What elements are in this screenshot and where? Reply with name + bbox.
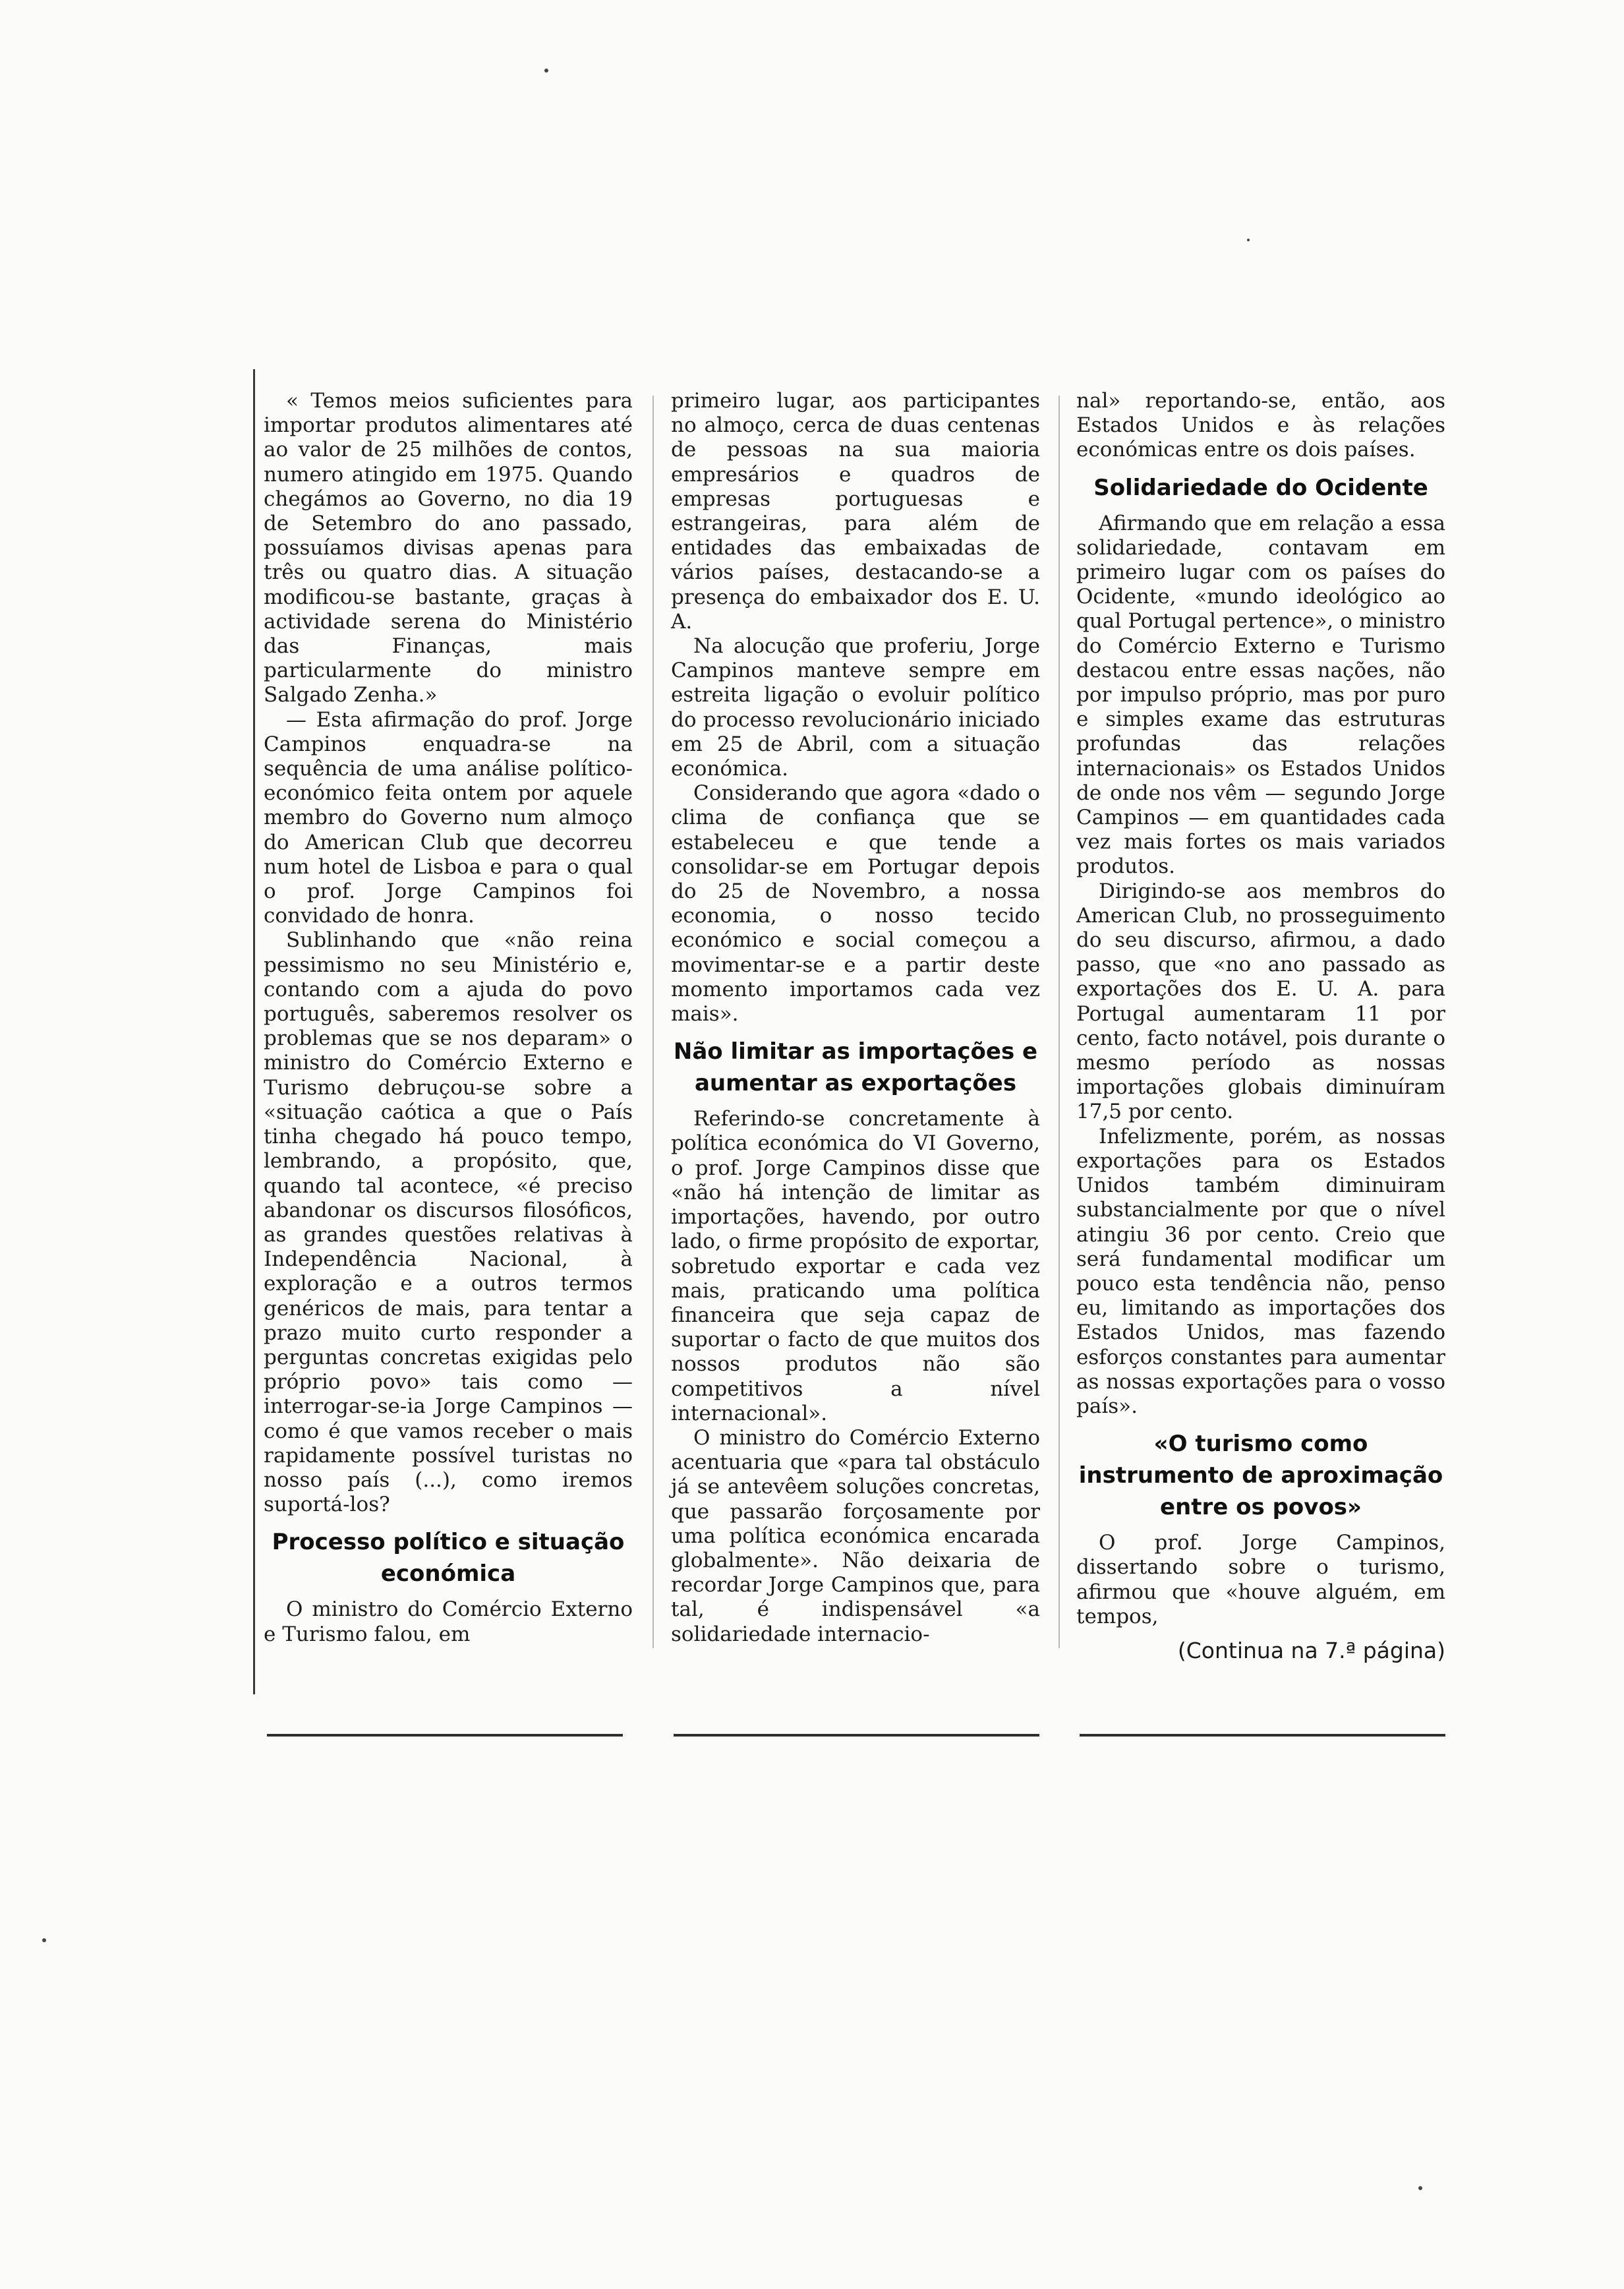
paragraph: O ministro do Comércio Externo acentuaria que «para tal obstáculo já se antevêem soluções concretas, que passarão forçosamente por uma política económica encarada globalmente». Não deixaria de recordar Jorge Campinos que, para tal, é indispensável «a solidariedade internacio-: [671, 1425, 1040, 1646]
scan-speck: [1418, 2186, 1422, 2190]
paragraph: Sublinhando que «não reina pessimismo no seu Ministério e, contando com a ajuda do povo português, saberemos resolver os problemas que se nos deparam» o ministro do Comércio Externo e Turismo debruçou-se sobre a «situação caótica a que o País tinha chegado há pouco tempo, lembrando, a propósito, que, quando tal acontece, «é preciso abandonar os discursos filosóficos, as grandes questões relativas à Independência Nacional, à exploração e a outros termos genéricos de mais, para tentar a prazo muito curto responder a perguntas concretas exigidas pelo próprio povo» tais como — interrogar-se-ia Jorge Campinos — como é que vamos receber o mais rapidamente possível turistas no nosso país (...), como iremos suportá-los?: [264, 928, 633, 1517]
paragraph: O prof. Jorge Campinos, dissertando sobre o turismo, afirmou que «houve alguém, em tempos,: [1076, 1531, 1445, 1628]
paragraph: Referindo-se concretamente à política económica do VI Governo, o prof. Jorge Campinos disse que «não há intenção de limitar as importações, havendo, por outro lado, o firme propósito de exportar, sobretudo exportar e cada vez mais, praticando uma política financeira que seja capaz de suportar o facto de que muitos dos nossos produtos não são competitivos a nível internacional».: [671, 1107, 1040, 1425]
paragraph: nal» reportando-se, então, aos Estados Unidos e às relações económicas entre os dois países.: [1076, 389, 1445, 462]
paragraph: primeiro lugar, aos participantes no almoço, cerca de duas centenas de pessoas na sua maioria empresários e quadros de empresas portuguesas e estrangeiras, para além de entidades das embaixadas de vários países, destacando-se a presença do embaixador dos E. U. A.: [671, 389, 1040, 634]
paragraph: « Temos meios suficientes para importar produtos alimentares até ao valor de 25 milhões de contos, numero atingido em 1975. Quando chegámos ao Governo, no dia 19 de Setembro do ano passado, possuíamos divisas apenas para três ou quatro dias. A situação modificou-se bastante, graças à actividade serena do Ministério das Finanças, mais particularmente do ministro Salgado Zenha.»: [264, 389, 633, 707]
paragraph: Infelizmente, porém, as nossas exportações para os Estados Unidos também diminuiram substancialmente por que o nível atingiu 36 por cento. Creio que será fundamental modificar um pouco esta tendência não, penso eu, limitando as importações dos Estados Unidos, mas fazendo esforços constantes para aumentar as nossas exportações para o vosso país».: [1076, 1124, 1445, 1418]
scan-speck: [1247, 239, 1250, 241]
bottom-rule-1: [267, 1734, 623, 1737]
paragraph: O ministro do Comércio Externo e Turismo falou, em: [264, 1597, 633, 1646]
bottom-rule-2: [674, 1734, 1039, 1737]
scan-speck: [544, 69, 548, 73]
section-heading: Não limitar as importações e aumentar as exportações: [673, 1038, 1038, 1097]
section-heading: Solidariedade do Ocidente: [1093, 474, 1428, 501]
scan-speck: [42, 1938, 46, 1942]
column-separator-2: [1058, 396, 1060, 1648]
article-column-1: [264, 389, 633, 1647]
section-heading: Processo político e situação económica: [272, 1529, 625, 1588]
continuation-note: (Continua na 7.ª página): [1177, 1637, 1445, 1663]
section-heading-turismo-visible: [1076, 1428, 1445, 1523]
paragraph: Afirmando que em relação a essa solidariedade, contavam em primeiro lugar com os países do Ocidente, «mundo ideológico ao qual Portugal pertence», o ministro do Comércio Externo e Turismo destacou entre essas nações, não por impulso próprio, mas por puro e simples exame das estruturas profundas das relações internacionais» os Estados Unidos de onde nos vêm — segundo Jorge Campinos — em quantidades cada vez mais fortes os mais variados produtos.: [1076, 511, 1445, 879]
article-column-3: [1076, 389, 1445, 1663]
paragraph: — Esta afirmação do prof. Jorge Campinos enquadra-se na sequência de uma análise político-económico feita ontem por aquele membro do Governo num almoço do American Club que decorreu num hotel de Lisboa e para o qual o prof. Jorge Campinos foi convidado de honra.: [264, 707, 633, 928]
clipping-left-border: [253, 369, 255, 1694]
paragraph: Dirigindo-se aos membros do American Club, no prosseguimento do seu discurso, afirmou, a dado passo, que «no ano passado as exportações dos E. U. A. para Portugal aumentaram 11 por cento, facto notável, pois durante o mesmo período as nossas importações globais diminuíram 17,5 por cento.: [1076, 879, 1445, 1124]
bottom-rule-3: [1080, 1734, 1445, 1737]
column-separator-1: [652, 396, 654, 1648]
paragraph: Considerando que agora «dado o clima de confiança que se estabeleceu e que tende a consolidar-se em Portugar depois do 25 de Novembro, a nossa economia, o nosso tecido económico e social começou a movimentar-se e a partir deste momento importamos cada vez mais».: [671, 781, 1040, 1026]
article-column-2: [671, 389, 1040, 1647]
section-heading-text: «O turismo como instrumento de aproximação entre os povos»: [1078, 1431, 1443, 1521]
paragraph: Na alocução que proferiu, Jorge Campinos manteve sempre em estreita ligação o evoluir político do processo revolucionário iniciado em 25 de Abril, com a situação económica.: [671, 634, 1040, 781]
